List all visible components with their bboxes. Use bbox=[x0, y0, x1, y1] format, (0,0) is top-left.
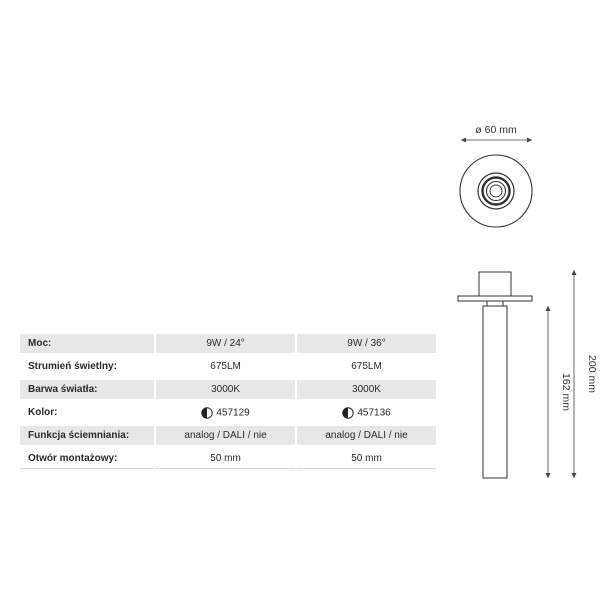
value-cell: 50 mm bbox=[155, 447, 296, 469]
value-cell: analog / DALI / nie bbox=[155, 424, 296, 447]
color-code: 457129 bbox=[216, 407, 250, 418]
row-label: Otwór montażowy: bbox=[20, 447, 155, 469]
total-height-dimension bbox=[572, 270, 599, 478]
value-cell: 675LM bbox=[296, 355, 436, 378]
row-label: Funkcja ściemniania: bbox=[20, 424, 155, 447]
top-view bbox=[460, 124, 532, 227]
length-dimension bbox=[546, 306, 573, 478]
flange bbox=[458, 296, 532, 301]
half-black-white-circle-icon bbox=[342, 407, 354, 419]
diameter-label: ø 60 mm bbox=[475, 124, 517, 136]
row-label: Moc: bbox=[20, 334, 155, 355]
color-code: 457136 bbox=[357, 407, 391, 418]
table-row-power bbox=[20, 334, 436, 355]
side-view bbox=[458, 272, 532, 478]
table-row-dimming bbox=[20, 424, 436, 447]
table-row-luminous-flux bbox=[20, 355, 436, 378]
value-cell: analog / DALI / nie bbox=[296, 424, 436, 447]
value-cell: 3000K bbox=[155, 378, 296, 401]
row-label: Kolor: bbox=[20, 401, 155, 424]
value-cell bbox=[155, 401, 296, 424]
body-tube bbox=[483, 306, 507, 478]
housing-top bbox=[479, 272, 511, 296]
value-cell: 50 mm bbox=[296, 447, 436, 469]
value-cell: 9W / 36° bbox=[296, 334, 436, 355]
total-height-label: 200 mm bbox=[586, 355, 598, 393]
length-label: 162 mm bbox=[560, 373, 572, 411]
half-black-white-circle-icon bbox=[201, 407, 213, 419]
value-cell: 9W / 24° bbox=[155, 334, 296, 355]
value-cell bbox=[296, 401, 436, 424]
spec-table bbox=[20, 334, 436, 469]
row-label: Barwa światła: bbox=[20, 378, 155, 401]
row-label: Strumień świetlny: bbox=[20, 355, 155, 378]
table-row-color-temperature bbox=[20, 378, 436, 401]
outer-flange-circle bbox=[460, 155, 532, 227]
value-cell: 675LM bbox=[155, 355, 296, 378]
table-row-mounting-hole bbox=[20, 447, 436, 469]
value-cell: 3000K bbox=[296, 378, 436, 401]
table-row-color bbox=[20, 401, 436, 424]
